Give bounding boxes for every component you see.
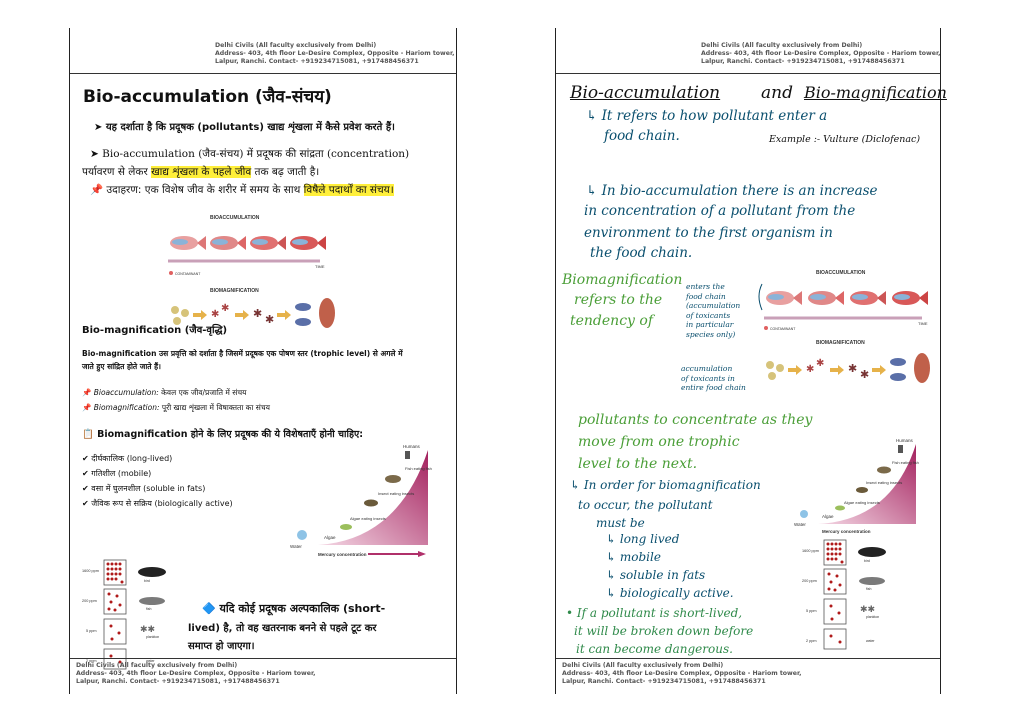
hw-example: Example :- Vulture (Diclofenac) <box>769 134 921 145</box>
mercury-diagram <box>288 440 448 562</box>
req-hw-bio-active: ↳ biologically active. <box>606 586 734 600</box>
hw-title-2: Bio-magnification <box>804 83 947 102</box>
mercury-diagram-right <box>792 434 932 536</box>
svg-text:Fish eating fish: Fish eating fish <box>405 466 432 471</box>
bioaccumulation-diagram-right <box>756 268 936 388</box>
ppm-diagram <box>82 558 182 670</box>
green-line-4: pollutants to concentrate as they <box>578 412 813 428</box>
svg-text:CONTAMINANT: CONTAMINANT <box>770 327 796 331</box>
svg-text:1600 ppm: 1600 ppm <box>802 549 819 553</box>
green-line-5: move from one trophic <box>578 434 740 450</box>
footer-divider <box>70 658 456 659</box>
svg-text:✱: ✱ <box>211 309 220 320</box>
institute-contact: Lalpur, Ranchi. Contact- +919234715081, +917488456371 <box>215 58 419 65</box>
svg-text:✱: ✱ <box>860 369 870 381</box>
svg-text:✱: ✱ <box>816 358 825 369</box>
svg-text:Humans: Humans <box>403 444 420 449</box>
point-concentration-cont: पर्यावरण से लेकर खाद्य शृंखला के पहले जीव तक बढ़ जाती है। <box>82 166 320 178</box>
bioaccumulation-label: BIOACCUMULATION <box>210 215 260 221</box>
svg-text:Humans: Humans <box>896 438 913 443</box>
svg-text:Fish eating fish: Fish eating fish <box>892 460 919 465</box>
svg-text:Mercury concentration: Mercury concentration <box>822 529 871 534</box>
fish-row <box>170 236 326 250</box>
svg-text:BIOACCUMULATION: BIOACCUMULATION <box>816 270 866 276</box>
req-long-lived: ✔ दीर्घकालिक (long-lived) <box>82 454 173 463</box>
svg-text:Algae: Algae <box>324 535 336 540</box>
page-footer: Delhi Civils (All faculty exclusively from Delhi) Address- 403, 4th floor Le-Desire Complex, Opposite - Hariom tower, Lalpur, Ranchi. Contact- +919234715081, +917488456371 <box>562 662 802 685</box>
svg-text:fish: fish <box>146 607 152 611</box>
req-intro-1: ↳ In order for biomagnification <box>570 478 761 492</box>
req-hw-long-lived: ↳ long lived <box>606 532 680 546</box>
header-divider <box>556 73 940 74</box>
svg-text:TIME: TIME <box>918 321 928 326</box>
req-intro-2: to occur, the pollutant <box>578 498 713 512</box>
svg-text:BIOMAGNIFICATION: BIOMAGNIFICATION <box>816 340 865 346</box>
short-lived-note-2: lived) है, तो वह खतरनाक बनने से पहले टूट कर <box>188 623 377 634</box>
svg-text:Mercury concentration: Mercury concentration <box>318 552 367 557</box>
short-lived-note-1: 🔷 यदि कोई प्रदूषक अल्पकालिक (short- <box>202 602 386 615</box>
header-divider <box>70 73 456 74</box>
ppm-diagram-right <box>802 538 902 650</box>
magnification-def-1: Bio-magnification उस प्रवृत्ति को दर्शाता है जिसमें प्रदूषक एक पोषण स्तर (trophic level) से अगले में <box>82 349 403 358</box>
bioaccumulation-diagram <box>165 213 335 333</box>
requirements-title: 📋 Biomagnification होने के लिए प्रदूषक की ये विशेषताएँ होनी चाहिए: <box>82 429 364 440</box>
biomagnification-label: BIOMAGNIFICATION <box>210 288 259 294</box>
magnification-title: Bio-magnification (जैव-वृद्धि) <box>82 325 228 336</box>
hw-line-3: ↳ In bio-accumulation there is an increase <box>586 183 878 199</box>
page-footer: Delhi Civils (All faculty exclusively from Delhi) Address- 403, 4th floor Le-Desire Complex, Opposite - Hariom tower, Lalpur, Ranchi. Contact- +919234715081, +917488456371 <box>76 662 316 685</box>
right-page <box>555 28 947 694</box>
svg-text:✱: ✱ <box>221 303 230 314</box>
hw-line-4: in concentration of a pollutant from the <box>584 203 856 219</box>
svg-text:200 ppm: 200 ppm <box>82 599 97 603</box>
institute-name: Delhi Civils (All faculty exclusively from Delhi) <box>215 42 377 49</box>
highlight-toxic-accumulation: विषैले पदार्थों का संचय। <box>303 184 394 196</box>
req-mobile: ✔ गतिशील (mobile) <box>82 469 152 478</box>
green-line-2: refers to the <box>574 292 663 308</box>
svg-text:2 ppm: 2 ppm <box>86 659 97 663</box>
svg-text:1600 ppm: 1600 ppm <box>82 569 99 573</box>
svg-text:✱: ✱ <box>806 364 815 375</box>
page-header: Delhi Civils (All faculty exclusively from Delhi) Address- 403, 4th floor Le-Desire Complex, Opposite - Hariom tower, Lalpur, Ranchi. Contact- +919234715081, +917488456371 <box>701 42 941 65</box>
svg-text:Insect eating insects: Insect eating insects <box>378 491 415 496</box>
example-line: 📌 उदाहरण: एक विशेष जीव के शरीर में समय के साथ विषैले पदार्थों का संचय। <box>90 184 394 196</box>
svg-text:water: water <box>866 639 875 643</box>
svg-text:2 ppm: 2 ppm <box>806 639 817 643</box>
time-label: TIME <box>315 264 325 269</box>
svg-text:5 ppm: 5 ppm <box>86 629 97 633</box>
contaminant-label: CONTAMINANT <box>175 272 201 276</box>
svg-text:bird: bird <box>864 559 870 563</box>
short-lived-note-3: समाप्त हो जाएगा। <box>188 641 255 652</box>
final-note-2: it will be broken down before <box>574 624 754 638</box>
hw-title-1: Bio-accumulation <box>570 83 721 103</box>
final-note-3: it can become dangerous. <box>576 642 733 656</box>
svg-text:Algae eating insects: Algae eating insects <box>350 516 386 521</box>
hw-line-2: food chain. <box>604 128 680 144</box>
compare-biomagnification: 📌 Biomagnification: पूरी खाद्य शृंखला में विषाक्तता का संचय <box>82 403 270 412</box>
hw-line-5: environment to the first organism in <box>584 225 833 241</box>
green-line-1: Biomagnification <box>562 272 683 288</box>
svg-text:✱: ✱ <box>265 314 275 326</box>
svg-text:✱✱: ✱✱ <box>140 624 156 634</box>
hw-line-6: the food chain. <box>590 245 693 261</box>
institute-address: Address- 403, 4th floor Le-Desire Complex, Opposite - Hariom tower, <box>215 50 455 57</box>
req-bio-active: ✔ जैविक रूप से सक्रिय (biologically active) <box>82 499 233 508</box>
left-page <box>69 28 457 694</box>
svg-text:✱: ✱ <box>848 363 858 375</box>
svg-text:5 ppm: 5 ppm <box>806 609 817 613</box>
svg-text:water: water <box>146 659 155 663</box>
svg-text:fish: fish <box>866 587 872 591</box>
svg-text:plankton: plankton <box>866 615 880 619</box>
svg-text:✱✱: ✱✱ <box>860 604 876 614</box>
side-note-biomagnification: accumulation of toxicants in entire food chain <box>681 364 746 392</box>
page-header <box>215 42 454 66</box>
page-title: Bio-accumulation (जैव-संचय) <box>83 87 332 107</box>
point-entry: ➤ यह दर्शाता है कि प्रदूषक (pollutants) खाद्य शृंखला में कैसे प्रवेश करते हैं। <box>94 122 395 133</box>
svg-text:bird: bird <box>144 579 150 583</box>
green-line-6: level to the next. <box>578 456 698 472</box>
svg-text:Algae eating insects: Algae eating insects <box>844 500 880 505</box>
svg-text:Insect eating insects: Insect eating insects <box>866 480 903 485</box>
compare-bioaccumulation: 📌 Bioaccumulation: केवल एक जीव/प्रजाति में संचय <box>82 388 247 397</box>
highlight-first-organism: खाद्य शृंखला के पहले जीव <box>151 166 252 178</box>
side-note-bioaccumulation: enters the food chain (accumulation of toxicants in particular species only) <box>686 282 741 339</box>
svg-text:Water: Water <box>290 544 302 549</box>
req-hw-mobile: ↳ mobile <box>606 550 661 564</box>
req-fat-soluble: ✔ वसा में घुलनशील (soluble in fats) <box>82 484 206 493</box>
req-hw-fat-soluble: ↳ soluble in fats <box>606 568 706 582</box>
svg-text:plankton: plankton <box>146 635 160 639</box>
req-intro-3: must be <box>596 516 645 530</box>
point-concentration: ➤ Bio-accumulation (जैव-संचय) में प्रदूषक की सांद्रता (concentration) <box>90 148 410 160</box>
hw-title-and: and <box>761 83 793 103</box>
svg-text:Water: Water <box>794 522 806 527</box>
magnification-def-2: जाते हुए सांद्रित होते जाते हैं। <box>82 362 161 371</box>
hw-line-1: ↳ It refers to how pollutant enter a <box>586 108 828 124</box>
footer-divider <box>556 658 940 659</box>
final-note-1: • If a pollutant is short-lived, <box>566 606 743 620</box>
green-line-3: tendency of <box>570 313 654 329</box>
svg-text:✱: ✱ <box>253 308 263 320</box>
svg-text:200 ppm: 200 ppm <box>802 579 817 583</box>
svg-text:Algae: Algae <box>822 514 834 519</box>
